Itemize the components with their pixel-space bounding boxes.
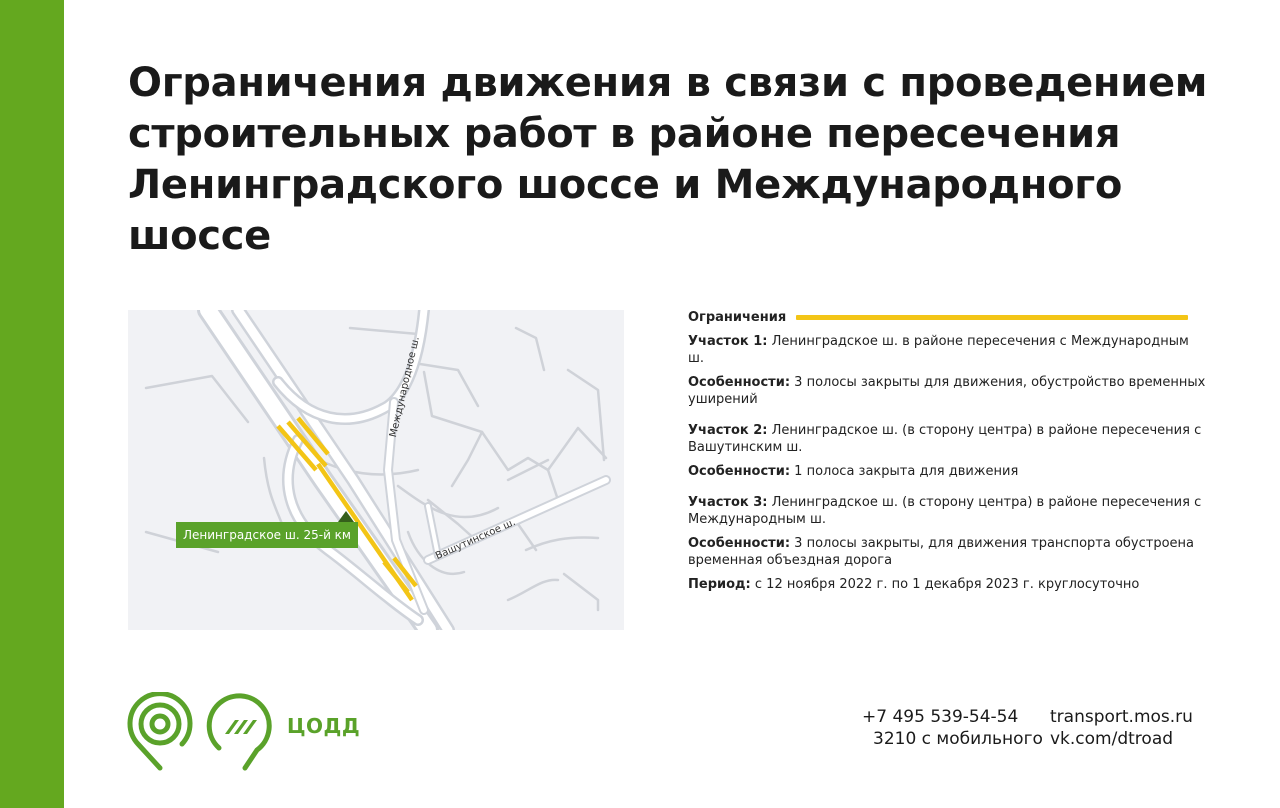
- map-location-label: Ленинградское ш. 25-й км: [176, 522, 358, 548]
- section-text: Ленинградское ш. (в сторону центра) в районе пересечения с Международным ш.: [688, 495, 1202, 527]
- page-title: Ограничения движения в связи с проведением строительных работ в районе пересечения Ленинградского шоссе и Международного шоссе: [128, 60, 1208, 259]
- section-heading: Участок 1:: [688, 334, 768, 349]
- period-text: с 12 ноября 2022 г. по 1 декабря 2023 г. круглосуточно: [754, 577, 1140, 592]
- section-heading: Участок 3:: [688, 495, 768, 510]
- section-text: Ленинградское ш. (в сторону центра) в районе пересечения с Вашутинским ш.: [688, 423, 1202, 455]
- section-text: Ленинградское ш. в районе пересечения с Международным ш.: [688, 334, 1189, 366]
- section-2: [688, 422, 1208, 456]
- features-text: 3 полосы закрыты для движения, обустройство временных уширений: [688, 375, 1206, 407]
- features-text: 3 полосы закрыты, для движения транспорта обустроена временная объездная дорога: [688, 536, 1195, 568]
- section-2-features: [688, 463, 1208, 480]
- period: [688, 576, 1208, 593]
- road-label-vashutinskoe: Вашутинское ш.: [434, 516, 518, 563]
- features-label: Особенности:: [688, 464, 791, 479]
- restrictions-info: [688, 309, 1208, 593]
- left-accent-bar: [0, 0, 64, 808]
- legend: [688, 309, 1208, 326]
- codd-logo-icon: [205, 692, 275, 772]
- legend-label: Ограничения: [688, 310, 787, 325]
- codd-brand-text: ЦОДД: [287, 714, 361, 738]
- section-1: [688, 333, 1208, 367]
- map-label-pointer: [338, 511, 354, 522]
- section-1-features: [688, 374, 1208, 408]
- vk-link[interactable]: vk.com/dtroad: [1050, 729, 1174, 749]
- features-text: 1 полоса закрыта для движения: [794, 464, 1019, 479]
- moscow-transport-logo-icon: [126, 692, 194, 772]
- section-3: [688, 494, 1208, 528]
- section-3-features: [688, 535, 1208, 569]
- map: [128, 310, 624, 630]
- features-label: Особенности:: [688, 375, 791, 390]
- mobile-number: 3210 с мобильного: [873, 729, 1043, 749]
- phone[interactable]: +7 495 539-54-54: [862, 707, 1019, 727]
- legend-yellow-line: [796, 315, 1188, 320]
- road-label-mezhdunarodnoe: Международное ш.: [388, 335, 422, 439]
- section-heading: Участок 2:: [688, 423, 768, 438]
- period-label: Период:: [688, 577, 751, 592]
- map-roads: [128, 310, 624, 630]
- website-link[interactable]: transport.mos.ru: [1050, 707, 1193, 727]
- features-label: Особенности:: [688, 536, 791, 551]
